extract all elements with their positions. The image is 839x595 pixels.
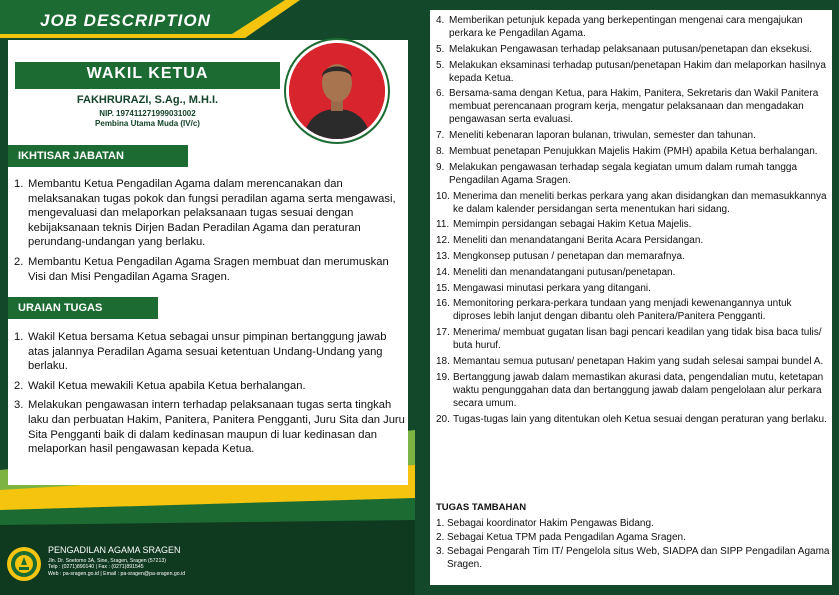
list-item: 2. Sebagai Ketua TPM pada Pengadilan Agama Sragen.: [436, 532, 686, 543]
list-item: 9. Melakukan pengawasan terhadap segala kegiatan umum dalam rumah tangga Pengadilan Agama Sragen.: [436, 161, 798, 186]
list-item: 8. Membuat penetapan Penujukkan Majelis Hakim (PMH) apabila Ketua berhalangan.: [436, 145, 818, 157]
role-title: WAKIL KETUA: [86, 65, 209, 82]
list-item: 1. Membantu Ketua Pengadilan Agama dalam merencanakan dan melaksanakan tugas pokok dan fungsi peradilan agama serta mengawasi, mengevaluasi dan melaporkan pelaksanaan tugas sesuai dengan kebijaksanaan teknis Dirjen Badan Peradilan Agama dan peraturan perundang-undangan yang berlaku.: [14, 178, 396, 249]
ikhtisar-heading: IKHTISAR JABATAN: [8, 145, 188, 167]
list-item: 5. Melakukan eksaminasi terhadap putusan/penetapan Hakim dan melaporkan hasilnya kepada Ketua.: [436, 59, 826, 84]
uraian-heading: URAIAN TUGAS: [8, 297, 158, 319]
job-description-label: JOB DESCRIPTION: [40, 11, 211, 30]
person-nip: NIP. 197411271999031002: [99, 109, 196, 118]
court-address: Jln. Dr. Soetomo 3A, Sine, Sragen, Sragen (57213) Telp : (0271)890140 | Fax : (0271)891545 Web : pa-sragen.go.id | Email : pa-sragen@pa-sragen.go.id: [48, 558, 186, 577]
list-item: 3. Melakukan pengawasan intern terhadap pelaksanaan tugas serta tingkah laku dan perbuatan Hakim, Panitera, Panitera Pengganti, Juru Sita dan Juru Sita Pengganti baik di dalam kedinasan maupun di luar kedinasan dan melaporkan hasil pengawasan kepada Ketua.: [14, 399, 405, 456]
person-name: FAKHRURAZI, S.Ag., M.H.I.: [76, 94, 219, 106]
list-item: 3. Sebagai Pengarah Tim IT/ Pengelola situs Web, SIADPA dan SIPP Pengadilan Agama Sragen.: [436, 546, 830, 570]
list-item: 6. Bersama-sama dengan Ketua, para Hakim, Panitera, Sekretaris dan Wakil Panitera membuat perencanaan program kerja, mengatur pelaksanaan dan mengadakan pengawasan serta evaluasi.: [436, 88, 819, 126]
list-item: 5. Melakukan Pengawasan terhadap pelaksanaan putusan/penetapan dan eksekusi.: [436, 43, 813, 55]
list-item: 19. Bertanggung jawab dalam memastikan akurasi data, pengendalian mutu, ketetapan waktu pengunggahan data dan bertanggung jawab dalam pengelolaan alur perkara secara umum.: [436, 371, 824, 409]
list-item: 14. Meneliti dan menandatangani putusan/penetapan.: [436, 266, 676, 278]
right-page: [415, 0, 839, 595]
list-item: 2. Membantu Ketua Pengadilan Agama Sragen membuat dan merumuskan Visi dan Misi Pengadilan Agama Sragen.: [14, 255, 389, 283]
list-item: 1. Sebagai koordinator Hakim Pengawas Bidang.: [436, 518, 654, 529]
list-item: 16. Memonitoring perkara-perkara tundaan yang menjadi kewenangannya untuk diproses lebih lanjut dengan dibantu oleh Panitera/Panitera Pengganti.: [436, 298, 792, 323]
list-item: 2. Wakil Ketua mewakili Ketua apabila Ketua berhalangan.: [14, 379, 306, 392]
list-item: 13. Mengkonsep putusan / penetapan dan memarafnya.: [436, 250, 685, 262]
court-name: PENGADILAN AGAMA SRAGEN: [48, 545, 181, 555]
tugas-tambahan-heading: TUGAS TAMBAHAN: [436, 502, 527, 513]
profile-photo: [286, 40, 388, 142]
tugas-tambahan-list: [436, 517, 830, 572]
uraian-continued-list: [436, 14, 830, 428]
uraian-list: [14, 330, 406, 462]
list-item: 20. Tugas-tugas lain yang ditentukan oleh Ketua sesuai dengan peraturan yang berlaku.: [436, 413, 827, 425]
ikhtisar-list: [14, 177, 406, 289]
list-item: 17. Menerima/ membuat gugatan lisan bagi pencari keadilan yang tidak bisa baca tulis/ buta huruf.: [436, 327, 822, 352]
left-page: [0, 0, 415, 595]
list-item: 18. Memantau semua putusan/ penetapan Hakim yang sudah selesai sampai bundel A.: [436, 355, 824, 367]
list-item: 11. Memimpin persidangan sebagai Hakim Ketua Majelis.: [436, 219, 692, 231]
list-item: 1. Wakil Ketua bersama Ketua sebagai unsur pimpinan bertanggung jawab atas jalannya Peradilan Agama sesuai ketentuan Undang-Undang yang berlaku.: [14, 331, 387, 373]
list-item: 15. Mengawasi minutasi perkara yang ditangani.: [436, 282, 651, 294]
list-item: 7. Meneliti kebenaran laporan bulanan, triwulan, semester dan tahunan.: [436, 130, 756, 142]
person-rank: Pembina Utama Muda (IV/c): [95, 119, 200, 128]
list-item: 10. Menerima dan meneliti berkas perkara yang akan disidangkan dan memasukkannya ke dalam kalender persidangan serta menentukan hari sidang.: [436, 190, 827, 215]
list-item: 4. Memberikan petunjuk kepada yang berkepentingan mengenai cara mengajukan perkara ke Pengadilan Agama.: [436, 15, 803, 39]
court-logo-icon: [6, 546, 42, 582]
list-item: 12. Meneliti dan menandatangani Berita Acara Persidangan.: [436, 235, 704, 247]
